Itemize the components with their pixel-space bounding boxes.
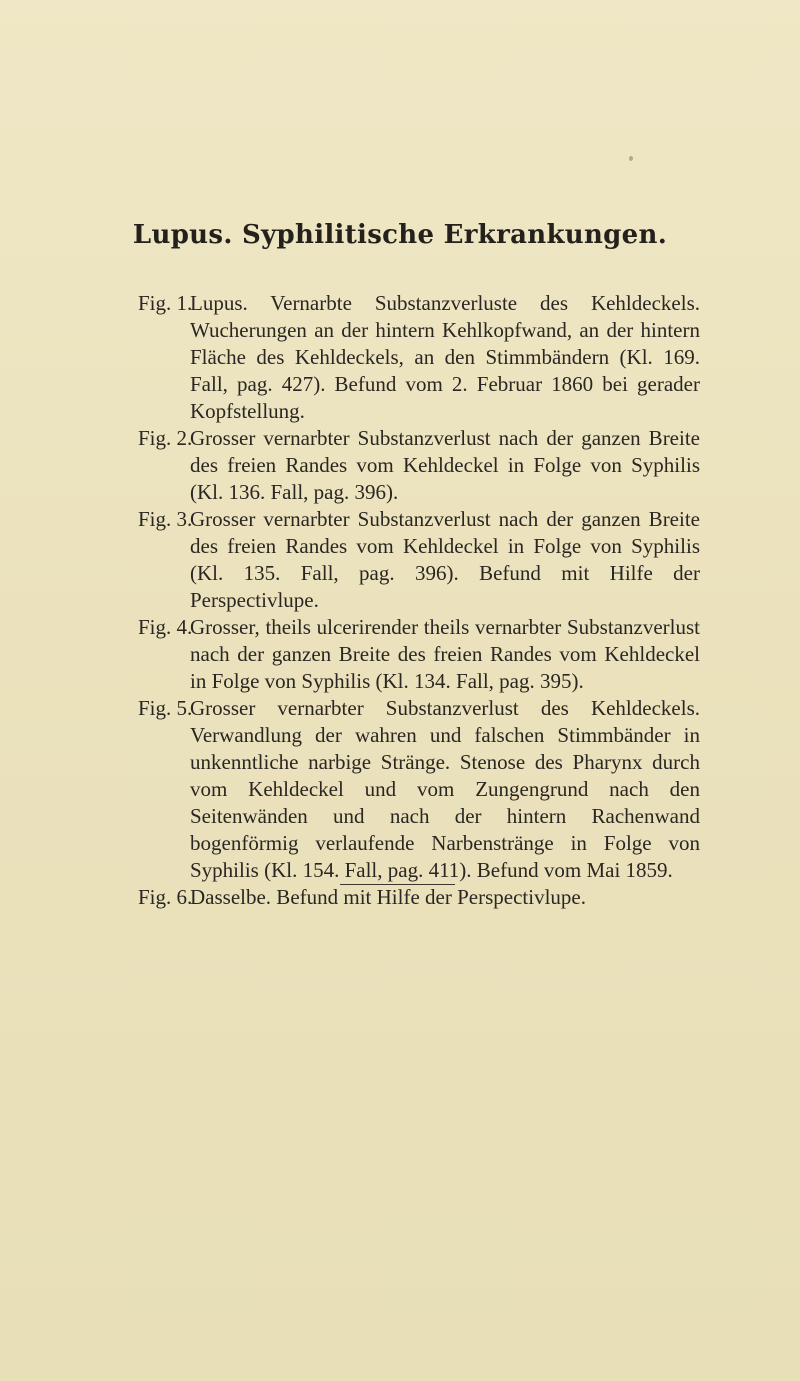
figure-description: Grosser, theils ulcerirender theils vernarbter Substanzverlust nach der ganzen Breite des freien Randes vom Kehldeckel in Folge von Syphilis (Kl. 134. Fall, pag. 395). xyxy=(190,615,700,693)
figure-caption-3 xyxy=(140,506,700,614)
figure-caption-1 xyxy=(140,290,700,425)
figure-label: Fig. 5. xyxy=(138,696,193,720)
figure-caption-6 xyxy=(140,884,700,911)
page-title: Lupus. Syphilitische Erkrankungen. xyxy=(132,220,668,250)
paper-speck xyxy=(629,156,633,161)
figure-label: Fig. 6. xyxy=(138,885,193,909)
closing-rule xyxy=(340,884,455,885)
figure-caption-2 xyxy=(140,425,700,506)
figure-label: Fig. 2. xyxy=(138,426,193,450)
figure-description: Dasselbe. Befund mit Hilfe der Perspectivlupe. xyxy=(190,885,586,909)
figure-caption-4 xyxy=(140,614,700,695)
figure-caption-list xyxy=(140,290,700,911)
figure-description: Grosser vernarbter Substanzverlust nach der ganzen Breite des freien Randes vom Kehldeckel in Folge von Syphilis (Kl. 136. Fall, pag. 396). xyxy=(190,426,700,504)
figure-description: Grosser vernarbter Substanzverlust nach der ganzen Breite des freien Randes vom Kehldeckel in Folge von Syphilis (Kl. 135. Fall, pag. 396). Befund mit Hilfe der Perspectivlupe. xyxy=(190,507,700,612)
figure-caption-5 xyxy=(140,695,700,884)
figure-label: Fig. 3. xyxy=(138,507,193,531)
figure-description: Lupus. Vernarbte Substanzverluste des Kehldeckels. Wucherungen an der hintern Kehlkopfwand, an der hintern Fläche des Kehldeckels, an den Stimmbändern (Kl. 169. Fall, pag. 427). Befund vom 2. Februar 1860 bei gerader Kopfstellung. xyxy=(190,291,700,423)
figure-label: Fig. 1. xyxy=(138,291,193,315)
figure-description: Grosser vernarbter Substanzverlust des Kehldeckels. Verwandlung der wahren und falschen Stimmbänder in unkenntliche narbige Stränge. Stenose des Pharynx durch vom Kehldeckel und vom Zungengrund nach den Seitenwänden und nach der hintern Rachenwand bogenförmig verlaufende Narbenstränge in Folge von Syphilis (Kl. 154. Fall, pag. 411). Befund vom Mai 1859. xyxy=(190,696,700,882)
figure-label: Fig. 4. xyxy=(138,615,193,639)
